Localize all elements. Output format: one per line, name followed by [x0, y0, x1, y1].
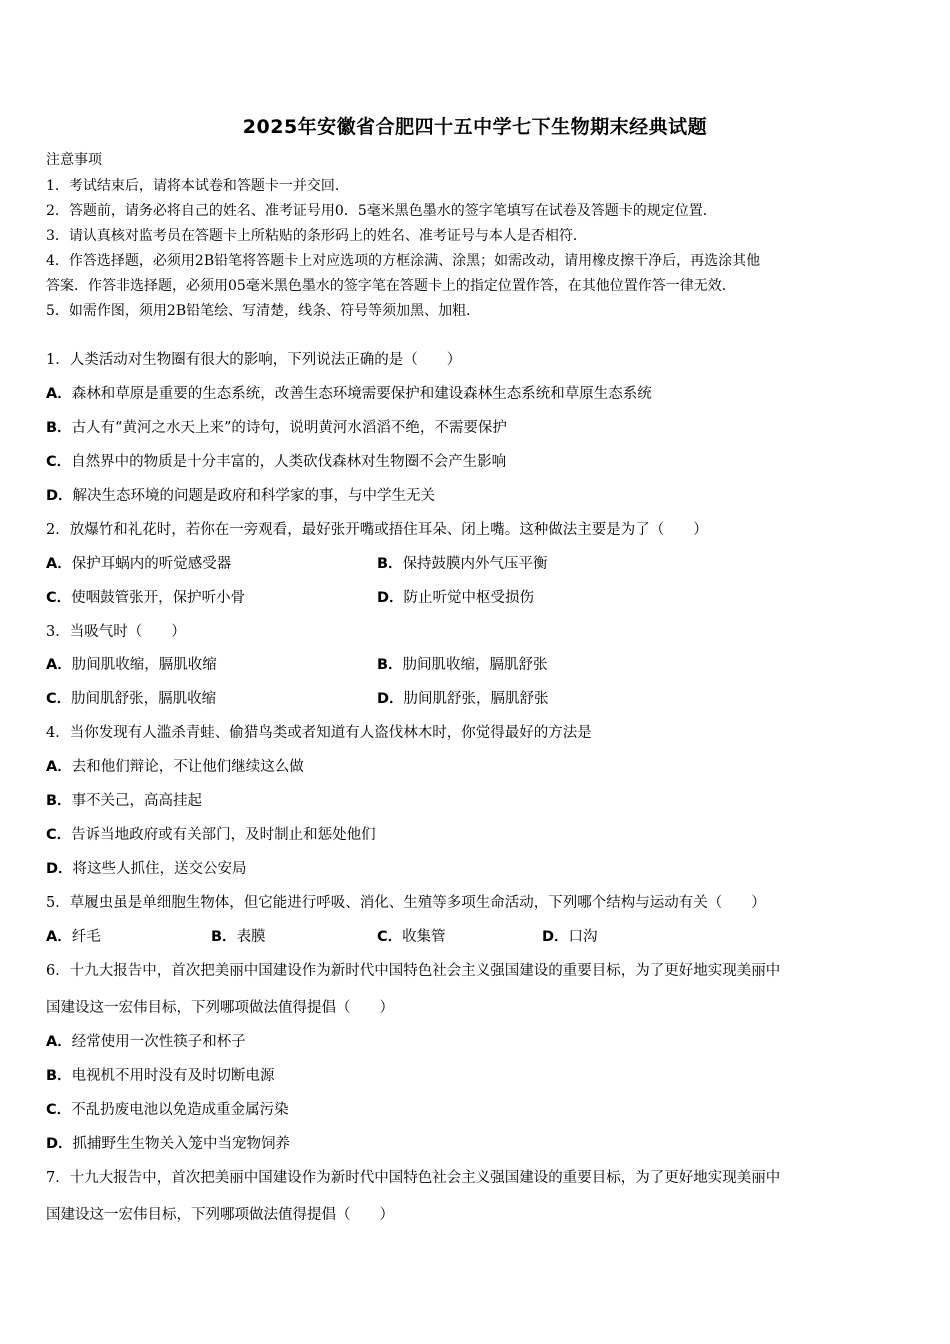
option-text: 自然界中的物质是十分丰富的，人类砍伐森林对生物圈不会产生影响	[71, 454, 507, 470]
option-text: 肋间肌收缩，膈肌舒张	[402, 657, 548, 673]
option-letter: D．	[377, 590, 404, 606]
option-letter: A．	[46, 556, 72, 572]
option-letter: B．	[46, 1068, 72, 1084]
option-a[interactable]	[46, 1032, 246, 1052]
option-text: 森林和草原是重要的生态系统，改善生态环境需要保护和建设森林生态系统和草原生态系统	[71, 386, 652, 402]
option-text: 告诉当地政府或有关部门，及时制止和惩处他们	[71, 827, 376, 843]
question-stem: 1．人类活动对生物圈有很大的影响，下列说法正确的是（ ）	[46, 352, 462, 368]
option-text: 保护耳蜗内的听觉感受器	[71, 556, 232, 572]
option-text: 抓捕野生生物关入笼中当宠物饲养	[72, 1136, 291, 1152]
option-letter: D．	[46, 1136, 73, 1152]
option-b[interactable]	[211, 927, 266, 947]
option-letter: A．	[46, 929, 72, 945]
option-c[interactable]	[46, 588, 245, 608]
question-stem: 国建设这一宏伟目标，下列哪项做法值得提倡（ ）	[46, 1000, 394, 1016]
question-stem: 2．放爆竹和礼花时，若你在一旁观看，最好张开嘴或捂住耳朵、闭上嘴。这种做法主要是为了（ ）	[46, 522, 708, 538]
question-stem: 国建设这一宏伟目标，下列哪项做法值得提倡（ ）	[46, 1207, 394, 1223]
option-a[interactable]	[46, 655, 217, 675]
option-b[interactable]	[46, 791, 202, 811]
option-letter: A．	[46, 759, 72, 775]
option-d[interactable]	[46, 859, 247, 879]
option-text: 经常使用一次性筷子和杯子	[71, 1034, 246, 1050]
option-text: 去和他们辩论，不让他们继续这么做	[71, 759, 304, 775]
option-a[interactable]	[46, 384, 652, 404]
option-letter: C．	[377, 929, 403, 945]
option-letter: D．	[46, 861, 73, 877]
option-text: 肋间肌舒张，膈肌收缩	[71, 691, 217, 707]
option-letter: C．	[46, 827, 72, 843]
option-c[interactable]	[46, 452, 506, 472]
question-stem: 6．十九大报告中，首次把美丽中国建设作为新时代中国特色社会主义强国建设的重要目标，为了更好地实现美丽中	[46, 963, 781, 979]
question-stem: 3．当吸气时（ ）	[46, 624, 186, 640]
option-letter: B．	[46, 793, 72, 809]
option-text: 电视机不用时没有及时切断电源	[71, 1068, 275, 1084]
option-letter: B．	[377, 657, 403, 673]
option-letter: B．	[211, 929, 237, 945]
notice-heading: 注意事项	[46, 152, 102, 168]
option-text: 肋间肌舒张，膈肌舒张	[403, 691, 549, 707]
option-d[interactable]	[46, 1134, 290, 1154]
option-a[interactable]	[46, 927, 101, 947]
question-stem: 7．十九大报告中，首次把美丽中国建设作为新时代中国特色社会主义强国建设的重要目标，为了更好地实现美丽中	[46, 1170, 781, 1186]
option-c[interactable]	[46, 1100, 289, 1120]
option-d[interactable]	[377, 588, 534, 608]
option-text: 保持鼓膜内外气压平衡	[402, 556, 548, 572]
option-letter: C．	[46, 454, 72, 470]
option-c[interactable]	[377, 927, 446, 947]
option-text: 肋间肌收缩，膈肌收缩	[71, 657, 217, 673]
page-title: 2025年安徽省合肥四十五中学七下生物期末经典试题	[242, 116, 708, 138]
option-text: 不乱扔废电池以免造成重金属污染	[71, 1102, 289, 1118]
option-text: 纤毛	[71, 929, 101, 945]
option-b[interactable]	[46, 418, 507, 438]
option-letter: C．	[46, 691, 72, 707]
notice-item: 4．作答选择题，必须用2B铅笔将答题卡上对应选项的方框涂满、涂黑；如需改动，请用橡皮擦干净后，再选涂其他	[46, 253, 761, 269]
option-text: 口沟	[568, 929, 598, 945]
notice-item: 3．请认真核对监考员在答题卡上所粘贴的条形码上的姓名、准考证号与本人是否相符．	[46, 228, 587, 244]
option-text: 收集管	[402, 929, 446, 945]
option-a[interactable]	[46, 757, 304, 777]
option-text: 防止听觉中枢受损伤	[403, 590, 535, 606]
option-d[interactable]	[542, 927, 598, 947]
option-letter: C．	[46, 590, 72, 606]
option-letter: D．	[542, 929, 569, 945]
option-b[interactable]	[46, 1066, 275, 1086]
notice-item: 5．如需作图，须用2B铅笔绘、写清楚，线条、符号等须加黑、加粗．	[46, 303, 481, 319]
option-b[interactable]	[377, 655, 548, 675]
option-letter: A．	[46, 1034, 72, 1050]
option-letter: D．	[377, 691, 404, 707]
option-c[interactable]	[46, 825, 376, 845]
option-text: 表膜	[236, 929, 266, 945]
option-a[interactable]	[46, 554, 231, 574]
option-c[interactable]	[46, 689, 216, 709]
option-letter: B．	[46, 420, 72, 436]
question-stem: 5．草履虫虽是单细胞生物体，但它能进行呼吸、消化、生殖等多项生命活动，下列哪个结构与运动有关（ ）	[46, 895, 766, 911]
option-d[interactable]	[46, 486, 435, 506]
option-b[interactable]	[377, 554, 548, 574]
notice-item: 答案．作答非选择题，必须用05毫米黑色墨水的签字笔在答题卡上的指定位置作答，在其他位置作答一律无效．	[46, 278, 736, 294]
option-text: 事不关己，高高挂起	[71, 793, 203, 809]
option-letter: C．	[46, 1102, 72, 1118]
option-letter: A．	[46, 657, 72, 673]
question-stem: 4．当你发现有人滥杀青蛙、偷猎鸟类或者知道有人盗伐林木时，你觉得最好的方法是	[46, 725, 592, 741]
option-letter: D．	[46, 488, 73, 504]
option-letter: B．	[377, 556, 403, 572]
notice-item: 1．考试结束后，请将本试卷和答题卡一并交回．	[46, 178, 349, 194]
notice-item: 2．答题前，请务必将自己的姓名、准考证号用0．5毫米黑色墨水的签字笔填写在试卷及答题卡的规定位置．	[46, 203, 717, 219]
option-text: 将这些人抓住，送交公安局	[72, 861, 247, 877]
option-letter: A．	[46, 386, 72, 402]
option-d[interactable]	[377, 689, 549, 709]
option-text: 使咽鼓管张开，保护听小骨	[71, 590, 246, 606]
option-text: 古人有“黄河之水天上来”的诗句，说明黄河水滔滔不绝，不需要保护	[71, 420, 507, 436]
option-text: 解决生态环境的问题是政府和科学家的事，与中学生无关	[72, 488, 436, 504]
